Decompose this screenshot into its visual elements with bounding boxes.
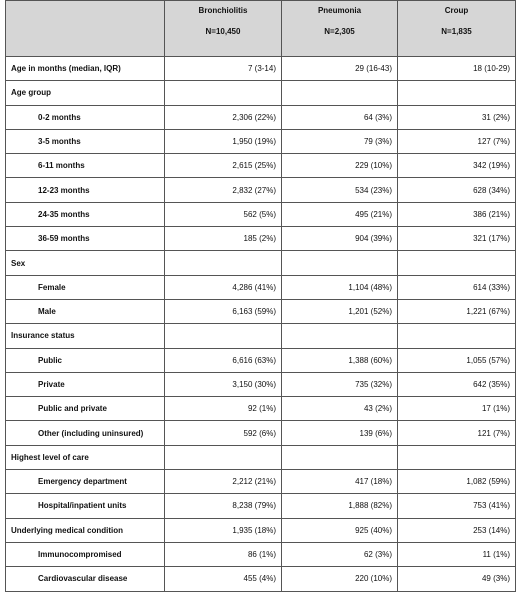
pneumonia-value: 1,104 (48%) xyxy=(282,275,398,299)
bronchiolitis-value: 2,615 (25%) xyxy=(165,154,282,178)
header-bronchiolitis-n: N=10,450 xyxy=(205,27,241,36)
header-bronchiolitis xyxy=(165,1,282,57)
row-label: 36-59 months xyxy=(6,227,165,251)
table-row xyxy=(6,542,516,566)
pneumonia-value: 735 (32%) xyxy=(282,372,398,396)
table-row xyxy=(6,154,516,178)
row-label: Immunocompromised xyxy=(6,542,165,566)
row-label: Highest level of care xyxy=(6,445,165,469)
pneumonia-value xyxy=(282,81,398,105)
bronchiolitis-value xyxy=(165,81,282,105)
bronchiolitis-value: 592 (6%) xyxy=(165,421,282,445)
croup-value: 17 (1%) xyxy=(398,397,516,421)
croup-value xyxy=(398,445,516,469)
row-label: Emergency department xyxy=(6,470,165,494)
croup-value: 628 (34%) xyxy=(398,178,516,202)
row-label: Hospital/inpatient units xyxy=(6,494,165,518)
pneumonia-value: 62 (3%) xyxy=(282,542,398,566)
table-row xyxy=(6,251,516,275)
bronchiolitis-value xyxy=(165,251,282,275)
bronchiolitis-value: 6,163 (59%) xyxy=(165,299,282,323)
pneumonia-value: 925 (40%) xyxy=(282,518,398,542)
row-label: Underlying medical condition xyxy=(6,518,165,542)
table-row xyxy=(6,518,516,542)
header-croup-n: N=1,835 xyxy=(441,27,472,36)
bronchiolitis-value: 3,150 (30%) xyxy=(165,372,282,396)
table-row xyxy=(6,57,516,81)
table-row xyxy=(6,81,516,105)
row-label: Female xyxy=(6,275,165,299)
bronchiolitis-value: 2,306 (22%) xyxy=(165,105,282,129)
pneumonia-value xyxy=(282,324,398,348)
row-label: 6-11 months xyxy=(6,154,165,178)
table-row xyxy=(6,397,516,421)
pneumonia-value xyxy=(282,445,398,469)
row-label: Public and private xyxy=(6,397,165,421)
croup-value: 614 (33%) xyxy=(398,275,516,299)
row-label: 12-23 months xyxy=(6,178,165,202)
croup-value: 321 (17%) xyxy=(398,227,516,251)
table-row xyxy=(6,178,516,202)
header-croup xyxy=(398,1,516,57)
croup-value: 253 (14%) xyxy=(398,518,516,542)
bronchiolitis-value: 185 (2%) xyxy=(165,227,282,251)
table-row xyxy=(6,227,516,251)
header-croup-name: Croup xyxy=(444,6,469,15)
bronchiolitis-value: 92 (1%) xyxy=(165,397,282,421)
table-row xyxy=(6,129,516,153)
bronchiolitis-value: 4,286 (41%) xyxy=(165,275,282,299)
pneumonia-value: 495 (21%) xyxy=(282,202,398,226)
row-label: 24-35 months xyxy=(6,202,165,226)
croup-value: 753 (41%) xyxy=(398,494,516,518)
croup-value: 121 (7%) xyxy=(398,421,516,445)
bronchiolitis-value: 1,935 (18%) xyxy=(165,518,282,542)
table-row xyxy=(6,299,516,323)
table-row xyxy=(6,445,516,469)
table-header xyxy=(6,1,516,57)
row-label: 3-5 months xyxy=(6,129,165,153)
characteristics-table xyxy=(5,0,516,592)
table-row xyxy=(6,105,516,129)
row-label: Public xyxy=(6,348,165,372)
pneumonia-value: 1,201 (52%) xyxy=(282,299,398,323)
croup-value: 18 (10-29) xyxy=(398,57,516,81)
pneumonia-value: 29 (16-43) xyxy=(282,57,398,81)
header-pneumonia-n: N=2,305 xyxy=(324,27,355,36)
bronchiolitis-value: 1,950 (19%) xyxy=(165,129,282,153)
table-row xyxy=(6,567,516,591)
croup-value: 386 (21%) xyxy=(398,202,516,226)
table-container xyxy=(5,0,515,592)
pneumonia-value: 43 (2%) xyxy=(282,397,398,421)
header-pneumonia-name: Pneumonia xyxy=(317,6,362,15)
bronchiolitis-value: 2,832 (27%) xyxy=(165,178,282,202)
table-row xyxy=(6,275,516,299)
bronchiolitis-value: 8,238 (79%) xyxy=(165,494,282,518)
bronchiolitis-value xyxy=(165,445,282,469)
croup-value xyxy=(398,251,516,275)
table-row xyxy=(6,324,516,348)
pneumonia-value: 1,388 (60%) xyxy=(282,348,398,372)
row-label: Male xyxy=(6,299,165,323)
table-row xyxy=(6,470,516,494)
croup-value xyxy=(398,324,516,348)
bronchiolitis-value: 6,616 (63%) xyxy=(165,348,282,372)
pneumonia-value: 534 (23%) xyxy=(282,178,398,202)
header-row xyxy=(6,1,516,57)
row-label: Age group xyxy=(6,81,165,105)
row-label: 0-2 months xyxy=(6,105,165,129)
bronchiolitis-value: 7 (3-14) xyxy=(165,57,282,81)
pneumonia-value: 139 (6%) xyxy=(282,421,398,445)
row-label: Cardiovascular disease xyxy=(6,567,165,591)
bronchiolitis-value xyxy=(165,324,282,348)
header-blank-cell xyxy=(6,1,165,57)
croup-value: 1,221 (67%) xyxy=(398,299,516,323)
row-label: Insurance status xyxy=(6,324,165,348)
pneumonia-value: 229 (10%) xyxy=(282,154,398,178)
croup-value: 342 (19%) xyxy=(398,154,516,178)
table-row xyxy=(6,372,516,396)
bronchiolitis-value: 455 (4%) xyxy=(165,567,282,591)
table-row xyxy=(6,421,516,445)
header-pneumonia xyxy=(282,1,398,57)
croup-value: 642 (35%) xyxy=(398,372,516,396)
pneumonia-value: 79 (3%) xyxy=(282,129,398,153)
row-label: Private xyxy=(6,372,165,396)
table-row xyxy=(6,348,516,372)
pneumonia-value: 904 (39%) xyxy=(282,227,398,251)
pneumonia-value: 417 (18%) xyxy=(282,470,398,494)
croup-value: 1,055 (57%) xyxy=(398,348,516,372)
bronchiolitis-value: 562 (5%) xyxy=(165,202,282,226)
pneumonia-value: 220 (10%) xyxy=(282,567,398,591)
table-row xyxy=(6,202,516,226)
croup-value: 1,082 (59%) xyxy=(398,470,516,494)
croup-value: 49 (3%) xyxy=(398,567,516,591)
bronchiolitis-value: 2,212 (21%) xyxy=(165,470,282,494)
croup-value: 11 (1%) xyxy=(398,542,516,566)
table-body xyxy=(6,57,516,592)
pneumonia-value: 1,888 (82%) xyxy=(282,494,398,518)
croup-value: 127 (7%) xyxy=(398,129,516,153)
bronchiolitis-value: 86 (1%) xyxy=(165,542,282,566)
row-label: Other (including uninsured) xyxy=(6,421,165,445)
table-row xyxy=(6,494,516,518)
croup-value xyxy=(398,81,516,105)
row-label: Age in months (median, IQR) xyxy=(6,57,165,81)
croup-value: 31 (2%) xyxy=(398,105,516,129)
pneumonia-value: 64 (3%) xyxy=(282,105,398,129)
header-bronchiolitis-name: Bronchiolitis xyxy=(198,6,248,15)
row-label: Sex xyxy=(6,251,165,275)
pneumonia-value xyxy=(282,251,398,275)
